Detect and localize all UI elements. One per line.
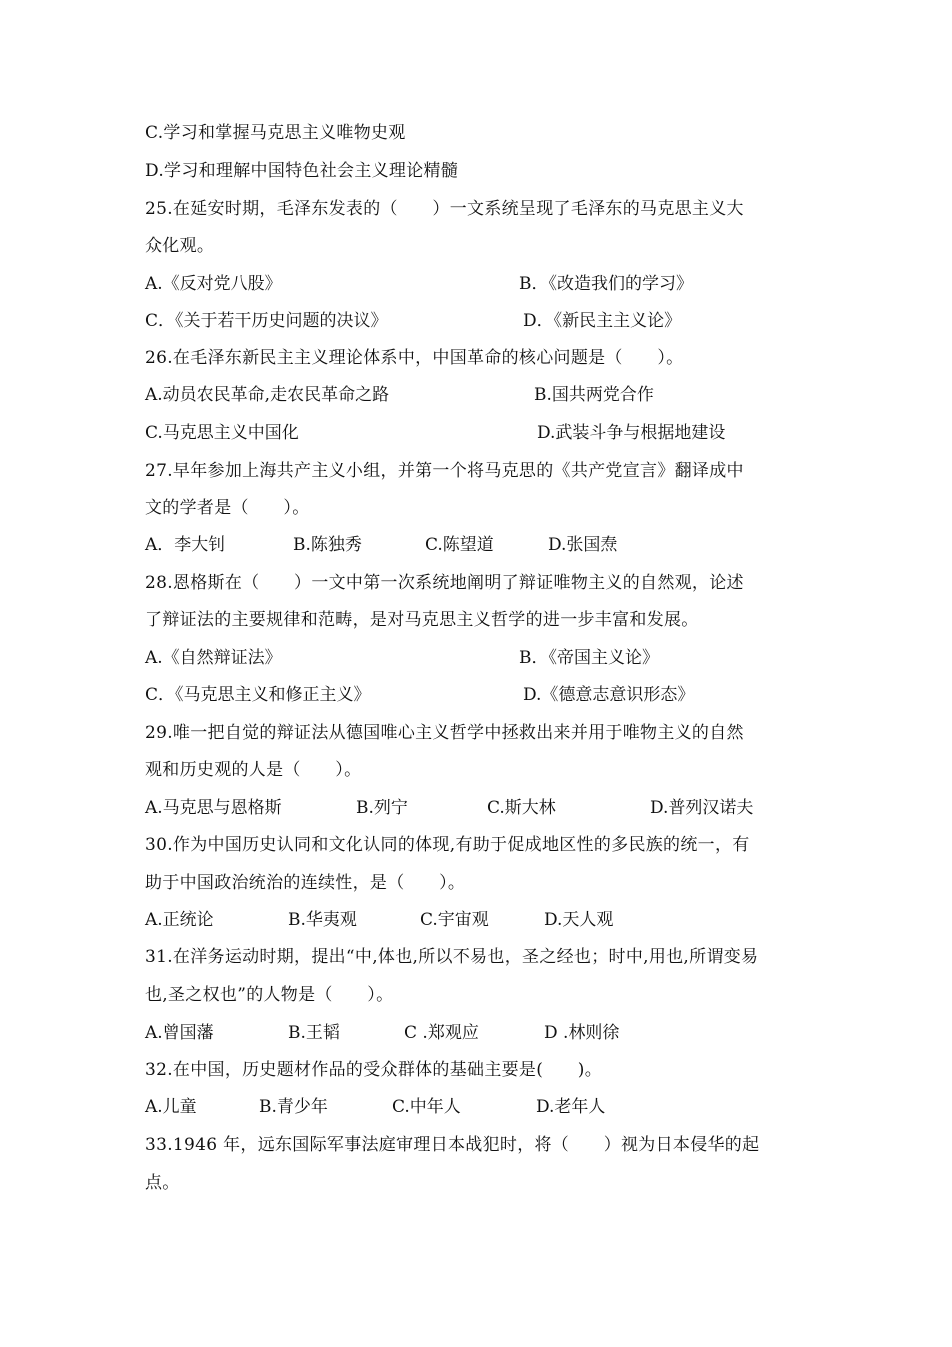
option-a: A.儿童 <box>145 1097 197 1117</box>
option-a: A.动员农民革命,走农民革命之路 <box>145 385 390 405</box>
question-stem: 众化观。 <box>145 236 215 256</box>
option-d: D .林则徐 <box>544 1023 620 1043</box>
option-b: B．《改造我们的学习》 <box>519 274 693 294</box>
question-stem: 29.唯一把自觉的辩证法从德国唯心主义哲学中拯救出来并用于唯物主义的自然 <box>145 723 744 743</box>
question-stem: 25.在延安时期，毛泽东发表的（ ）一文系统呈现了毛泽东的马克思主义大 <box>145 199 744 219</box>
option-c: C .郑观应 <box>404 1023 479 1043</box>
option-c: C.中年人 <box>392 1097 461 1117</box>
question-stem: 30.作为中国历史认同和文化认同的体现,有助于促成地区性的多民族的统一，有 <box>145 835 750 855</box>
question-stem: 32.在中国，历史题材作品的受众群体的基础主要是( )。 <box>145 1060 602 1080</box>
question-stem: 31.在洋务运动时期，提出“中,体也,所以不易也，圣之经也；时中,用也,所谓变易 <box>145 947 759 967</box>
option-c: C.斯大林 <box>487 798 556 818</box>
option-d: D.普列汉诺夫 <box>650 798 754 818</box>
option-c: C.宇宙观 <box>420 910 489 930</box>
question-stem: 点。 <box>145 1173 180 1193</box>
question-stem: 了辩证法的主要规律和范畴，是对马克思主义哲学的进一步丰富和发展。 <box>145 610 699 630</box>
option-b: B．《帝国主义论》 <box>519 648 659 668</box>
option-d: D.《德意志意识形态》 <box>523 685 695 705</box>
option-a: A.正统论 <box>145 910 214 930</box>
option-c: C.陈望道 <box>425 535 494 555</box>
option-b: B.华夷观 <box>288 910 357 930</box>
question-stem: 26.在毛泽东新民主主义理论体系中，中国革命的核心问题是（ ）。 <box>145 348 684 368</box>
option-c: C．《关于若干历史问题的决议》 <box>145 311 388 331</box>
option-b: B.国共两党合作 <box>534 385 654 405</box>
option-c: C.马克思主义中国化 <box>145 423 299 443</box>
question-stem: 28.恩格斯在（ ）一文中第一次系统地阐明了辩证唯物主义的自然观，论述 <box>145 573 744 593</box>
question-stem: 也,圣之权也”的人物是（ ）。 <box>145 985 394 1005</box>
option-d: D.武装斗争与根据地建设 <box>537 423 726 443</box>
question-stem: 27.早年参加上海共产主义小组，并第一个将马克思的《共产党宣言》翻译成中 <box>145 461 744 481</box>
option-a: A.曾国藩 <box>145 1023 214 1043</box>
question-stem: 助于中国政治统治的连续性，是（ ）。 <box>145 873 466 893</box>
option-line: D.学习和理解中国特色社会主义理论精髓 <box>145 161 459 181</box>
option-a: A．李大钊 <box>145 535 226 555</box>
option-b: B.王韬 <box>288 1023 340 1043</box>
option-a: A.《自然辩证法》 <box>145 648 282 668</box>
option-d: D．《新民主主义论》 <box>523 311 682 331</box>
option-d: D.老年人 <box>536 1097 606 1117</box>
option-b: B.青少年 <box>259 1097 328 1117</box>
option-d: D.张国焘 <box>548 535 618 555</box>
option-a: A.《反对党八股》 <box>145 274 282 294</box>
option-a: A.马克思与恩格斯 <box>145 798 282 818</box>
question-stem: 33.1946 年，远东国际军事法庭审理日本战犯时，将（ ）视为日本侵华的起 <box>145 1135 760 1155</box>
option-b: B.列宁 <box>356 798 408 818</box>
option-c: C．《马克思主义和修正主义》 <box>145 685 371 705</box>
option-b: B.陈独秀 <box>293 535 362 555</box>
option-line: C.学习和掌握马克思主义唯物史观 <box>145 123 406 143</box>
question-stem: 观和历史观的人是（ ）。 <box>145 760 362 780</box>
option-d: D.天人观 <box>544 910 614 930</box>
question-stem: 文的学者是（ ）。 <box>145 498 310 518</box>
